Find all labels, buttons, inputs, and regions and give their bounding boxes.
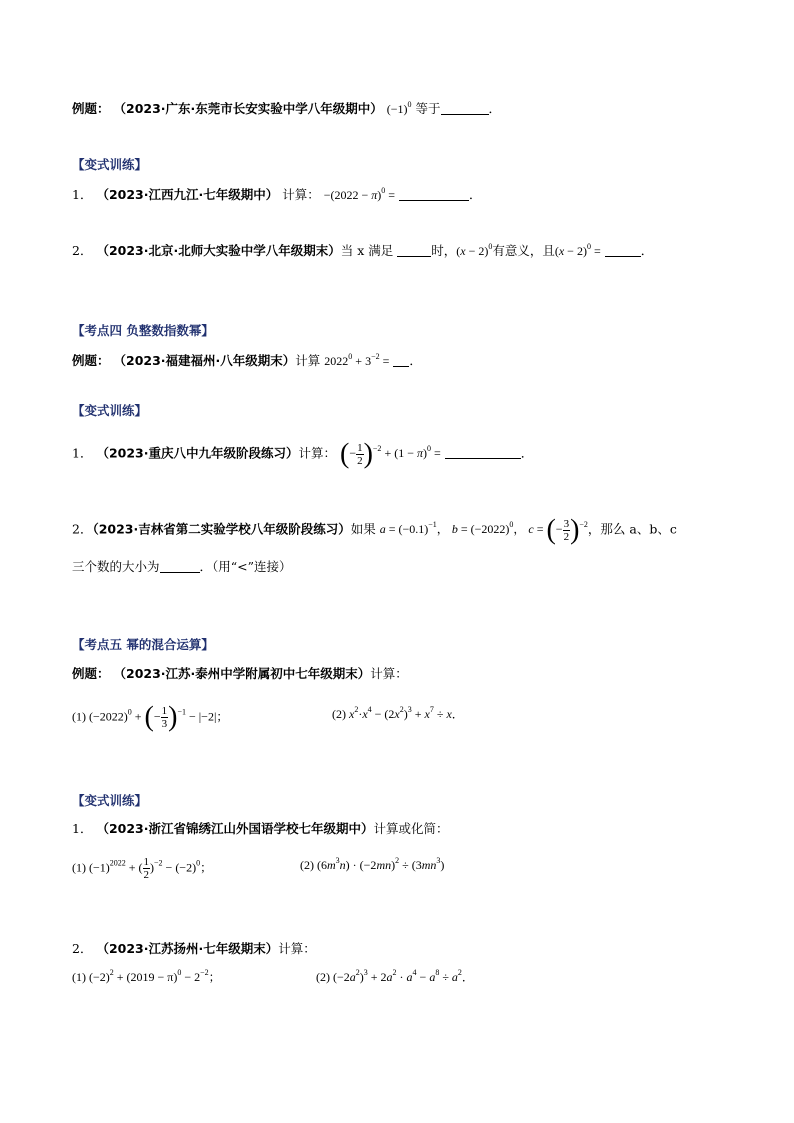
- example-5-part-2: (2) $x^2\cdot x^4 - (2x^2)^3 + x^7 \div x$．: [332, 705, 464, 721]
- example-source: （2023·江苏·泰州中学附属初中七年级期末）: [113, 666, 371, 681]
- expression: $(x - 2)^0$ =: [554, 242, 601, 258]
- practice-1-question-2: 2． （2023·北京·北师大实验中学八年级期末）当 x 满足 时，$(x - 2)^0$有意义，且$(x - 2)^0$ = ．: [72, 242, 654, 258]
- practice-3-question-2: [72, 940, 316, 958]
- expression: $(x - 2)^0$: [456, 242, 493, 258]
- question-text: ．（用“<”连接）: [199, 559, 292, 574]
- question-text: 计算：: [282, 187, 320, 202]
- example-label: 例题：: [72, 101, 110, 116]
- practice-2-question-1: 1． （2023·重庆八中九年级阶段练习）计算： (− $\frac{1}{2}$ )$^{-2} + (1 - \pi)^0$ = ．: [72, 438, 534, 470]
- question-number: 1．: [72, 187, 93, 202]
- practice-2-question-2: [72, 514, 677, 546]
- expression: $2022^0 + 3^{-2}$ =: [324, 352, 390, 368]
- example-5: [72, 665, 408, 683]
- answer-blank: [441, 101, 489, 115]
- practice-3-question-1-part-1: (1) $(-1)^{2022}$ + ( $\frac{1}{2}$ )$^{-2} - (-2)^0$；: [72, 856, 213, 881]
- section-heading: 【变式训练】: [72, 157, 148, 172]
- answer-blank: [160, 559, 200, 573]
- expression: (− $\frac{1}{2}$ )$^{-2} + (1 - \pi)^0$ =: [339, 438, 441, 470]
- answer-blank: [399, 187, 469, 201]
- question-number: 1．: [72, 445, 93, 461]
- question-number: 2．: [72, 521, 93, 537]
- expression: $a = (-0.1)^{-1}$， $b = (-2022)^0$， c = (− $\frac{3}{2}$ )$^{-2}$: [379, 514, 588, 546]
- question-text: 时，: [431, 243, 457, 258]
- example-label: 例题：: [72, 353, 110, 368]
- example-source: （2023·福建福州·八年级期末）: [113, 353, 296, 368]
- question-source: （2023·吉林省第二实验学校八年级阶段练习）: [92, 521, 351, 537]
- answer-blank: [445, 445, 521, 459]
- section-heading: 【考点五 幂的混合运算】: [72, 637, 214, 652]
- question-source: （2023·江苏扬州·七年级期末）: [96, 941, 279, 956]
- question-source: （2023·北京·北师大实验中学八年级期末）: [96, 243, 341, 258]
- question-source: （2023·江西九江·七年级期中）: [96, 187, 279, 202]
- example-text: 等于: [415, 101, 441, 116]
- example-4: 例题： （2023·福建福州·八年级期末）计算 $2022^0 + 3^{-2}$ = ．: [72, 352, 422, 368]
- practice-3-question-2-part-1: (1) $(-2)^2 + (2019 - \pi)^0 - 2^{-2}$；: [72, 968, 221, 984]
- practice-3-question-1: [72, 820, 449, 838]
- practice-1-question-1: 1． （2023·江西九江·七年级期中） 计算： $-(2022 - \pi)^0$ = ．: [72, 186, 482, 202]
- example-text: 计算: [295, 353, 321, 368]
- example-1: 例题： （2023·广东·东莞市长安实验中学八年级期中） $(-1)^0$ 等于 ．: [72, 100, 502, 116]
- question-text: ，那么 a、b、c: [587, 521, 677, 537]
- question-text: 三个数的大小为: [72, 559, 160, 574]
- question-source: （2023·重庆八中九年级阶段练习）: [96, 445, 299, 461]
- question-text: 计算或化简：: [373, 821, 449, 836]
- question-source: （2023·浙江省锦绣江山外国语学校七年级期中）: [96, 821, 374, 836]
- question-text: 计算：: [278, 941, 316, 956]
- answer-blank: [393, 353, 409, 367]
- section-heading: 【变式训练】: [72, 403, 148, 418]
- answer-blank: [605, 243, 641, 257]
- example-text: 计算：: [370, 666, 408, 681]
- example-source: （2023·广东·东莞市长安实验中学八年级期中）: [113, 101, 383, 116]
- question-number: 2．: [72, 243, 93, 258]
- practice-3-question-1-part-2: (2) $(6m^3n) \cdot (-2mn)^2 \div (3mn^3)$: [300, 856, 445, 872]
- question-text: 当 x 满足: [340, 243, 394, 258]
- section-heading: 【变式训练】: [72, 793, 148, 808]
- answer-blank: [397, 243, 431, 257]
- question-number: 2．: [72, 941, 93, 956]
- practice-2-question-2-cont: [72, 558, 292, 576]
- question-text: 有意义，且: [492, 243, 555, 258]
- example-label: 例题：: [72, 666, 110, 681]
- question-number: 1．: [72, 821, 93, 836]
- section-heading: 【考点四 负整数指数幂】: [72, 323, 214, 338]
- question-text: 如果: [350, 521, 376, 537]
- example-5-part-1: (1) $(-2022)^0$ + (− $\frac{1}{3}$ )$^{-1}$ − |−2|；: [72, 701, 229, 733]
- expression: $(-1)^0$: [386, 100, 412, 116]
- question-text: 计算：: [298, 445, 336, 461]
- practice-3-question-2-part-2: (2) $(-2a^2)^3 + 2a^2 \cdot a^4 - a^8 \div a^2$．: [316, 968, 474, 984]
- expression: $-(2022 - \pi)^0$ =: [323, 186, 396, 202]
